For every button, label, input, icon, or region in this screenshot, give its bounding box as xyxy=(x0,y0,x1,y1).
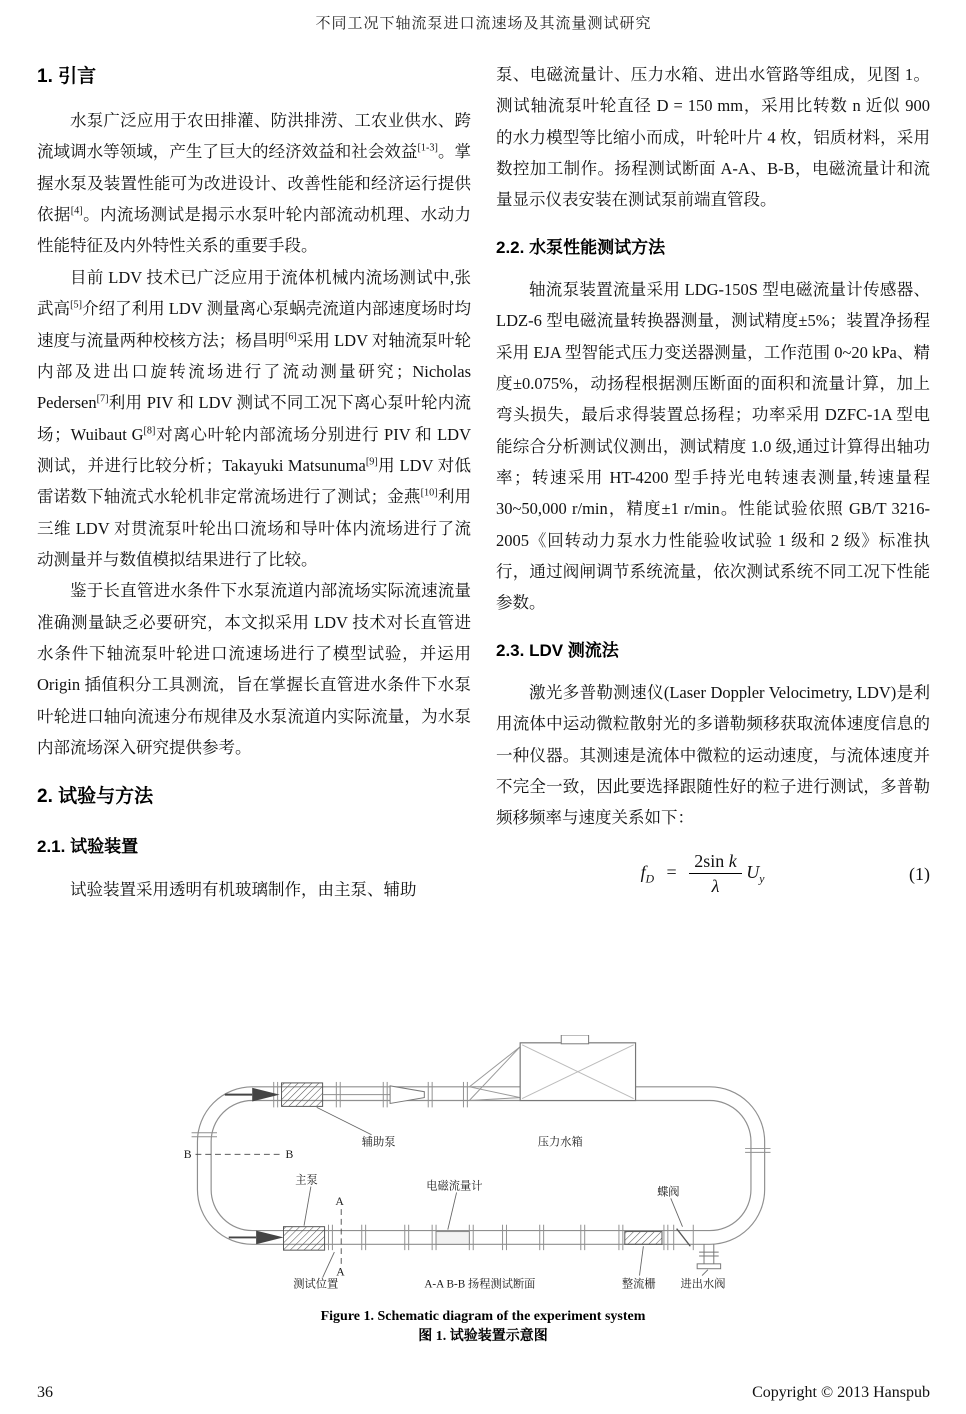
section-1-paragraph-2: 目前 LDV 技术已广泛应用于流体机械内流场测试中,张武高[5]介绍了利用 LDV 测量离心泵蜗壳流道内部速度场时均速度与流量两种校核方法；杨昌明[6]采用 LDV 对轴流泵叶轮内部及进出口旋转流场进行了流动测量研究；Nicholas Pedersen[7]利用 PIV 和 LDV 测试不同工况下离心泵叶轮内流场；Wuibaut G[8]对离心叶轮内部流场分别进行 PIV 和 LDV 测试，并进行比较分析；Takayuki Matsunuma[9]用 LDV 对低雷诺数下轴流式水轮机非定常流场进行了测试；金燕[10]利用三维 LDV 对贯流泵叶轮出口流场和导叶体内流场进行了流动测量并与数值模拟结果进行了比较。 xyxy=(37,267,472,569)
figure-1 xyxy=(0,1035,966,1348)
copyright-notice: Copyright © 2013 Hanspub xyxy=(752,1384,930,1401)
pipe-flanges xyxy=(192,1082,771,1250)
left-column xyxy=(37,59,471,1031)
section-note-label: A-A B-B 扬程测试断面 xyxy=(424,1278,536,1291)
right-column xyxy=(496,59,930,1031)
section-2-3-paragraph-1: 激光多普勒测速仪(Laser Doppler Velocimetry, LDV)是利用流体中运动微粒散射光的多谱勒频移获取流体速度信息的一种仪器。其测速是流体中微粒的运动速度，与流体速度并不完全一致，因此要选择跟随性好的粒子进行测试，多普勒频移频率与速度关系如下： xyxy=(496,683,930,828)
two-column-body xyxy=(37,59,930,1031)
section-1-heading: 1. 引言 xyxy=(37,66,97,87)
section-2-1-heading: 2.1. 试验装置 xyxy=(37,837,139,857)
figure-caption-zh: 图 1. 试验装置示意图 xyxy=(418,1329,548,1345)
rectifier-grid-symbol xyxy=(625,1232,662,1245)
page-number: 36 xyxy=(37,1384,53,1401)
section-2-2-paragraph-1: 轴流泵装置流量采用 LDG-150S 型电磁流量计传感器、LDZ-6 型电磁流量转换器测量，测试精度±5%；装置净扬程采用 EJA 型智能式压力变送器测量，工作范围 0~20 kPa、精度±0.075%，动扬程根据测压断面的面积和流量计算，加上弯头损失，最后求得装置总扬程；功率采用 DZFC-1A 型电能综合分析测试仪测出，测试精度 1.0 级,通过计算得出轴功率；转速采用 HT-4200 型手持光电转速表测量,转速量程 30~50,000 r/min，精度±1 r/min。性能试验依照 GB/T 3216-2005《回转动力泵水力性能验收试验 1 级和 2 级》标准执行，通过阀闸调节系统流量，依次测试系统不同工况下性能参数。 xyxy=(496,280,930,613)
equation-rhs: $U_y$ xyxy=(746,861,765,886)
test-position-label: 测试位置 xyxy=(293,1278,339,1291)
flowmeter-label: 电磁流量计 xyxy=(426,1180,483,1193)
main-pump-label: 主泵 xyxy=(295,1174,318,1187)
pressure-tank-label: 压力水箱 xyxy=(537,1136,583,1149)
section-2-3-heading: 2.3. LDV 测流法 xyxy=(496,640,619,660)
equation-fraction xyxy=(689,850,742,898)
section-a-top-label: A xyxy=(335,1195,344,1209)
equation-numerator: 2sin k xyxy=(689,850,742,875)
auxiliary-pump-label: 辅助泵 xyxy=(361,1136,396,1149)
figure-caption xyxy=(0,1307,966,1348)
section-2-2-heading: 2.2. 水泵性能测试方法 xyxy=(496,237,666,257)
tank-transition-cone xyxy=(469,1047,520,1101)
section-2-1-paragraph-1: 试验装置采用透明有机玻璃制作，由主泵、辅助 xyxy=(70,879,417,899)
section-2-heading: 2. 试验与方法 xyxy=(37,786,154,808)
pressure-tank-symbol xyxy=(520,1035,635,1101)
inlet-outlet-valve-symbol xyxy=(697,1244,720,1268)
figure-caption-en: Figure 1. Schematic diagram of the experiment system xyxy=(320,1309,646,1324)
butterfly-valve-label: 蝶阀 xyxy=(657,1186,680,1199)
section-b-left-label: B xyxy=(183,1148,192,1162)
label-leaders xyxy=(304,1107,708,1277)
flowmeter-symbol xyxy=(436,1232,469,1245)
equation-denominator: λ xyxy=(711,876,720,897)
rectifier-label: 整流栅 xyxy=(621,1278,656,1291)
equation-1-body xyxy=(496,850,909,898)
butterfly-valve-symbol xyxy=(677,1229,691,1247)
equation-lhs: $f_D$ xyxy=(640,861,655,886)
section-b-right-label: B xyxy=(285,1148,294,1162)
equation-equals: = xyxy=(666,861,677,882)
running-head-title: 不同工况下轴流泵进口流速场及其流量测试研究 xyxy=(315,16,652,32)
experiment-schematic xyxy=(176,1035,790,1301)
section-1-paragraph-3: 鉴于长直管进水条件下水泵流道内部流场实际流速流量准确测量缺乏必要研究，本文拟采用 LDV 技术对长直管进水条件下轴流泵叶轮进口流速场进行了模型试验，并运用 Origin 插值积分工具测流，旨在掌握长直管进水条件下水泵叶轮进口轴向流速分布规律及水泵流道内实际流量，为水泵内部流场深入研究提供参考。 xyxy=(37,581,471,757)
page-footer xyxy=(37,1384,930,1402)
equation-number: (1) xyxy=(909,863,930,884)
section-1-paragraph-1: 水泵广泛应用于农田排灌、防洪排涝、工农业供水、跨流域调水等领域，产生了巨大的经济效益和社会效益[1-3]。掌握水泵及装置性能可为改进设计、改善性能和经济运行提供依据[4]。内流场测试是揭示水泵叶轮内部流动机理、水动力性能特征及内外特性关系的重要手段。 xyxy=(37,111,472,256)
equation-1 xyxy=(496,850,930,898)
continued-paragraph: 泵、电磁流量计、压力水箱、进出水管路等组成，见图 1。测试轴流泵叶轮直径 D = 150 mm，采用比转数 n 近似 900 的水力模型等比缩小而成，叶轮叶片 4 枚，铝质材料，采用数控加工制作。扬程测试断面 A-A、B-B，电磁流量计和流量显示仪表安装在测试泵前端直管段。 xyxy=(496,65,930,210)
inlet-outlet-valve-label: 进出水阀 xyxy=(680,1278,726,1291)
section-a-bottom-label: A xyxy=(336,1265,345,1279)
